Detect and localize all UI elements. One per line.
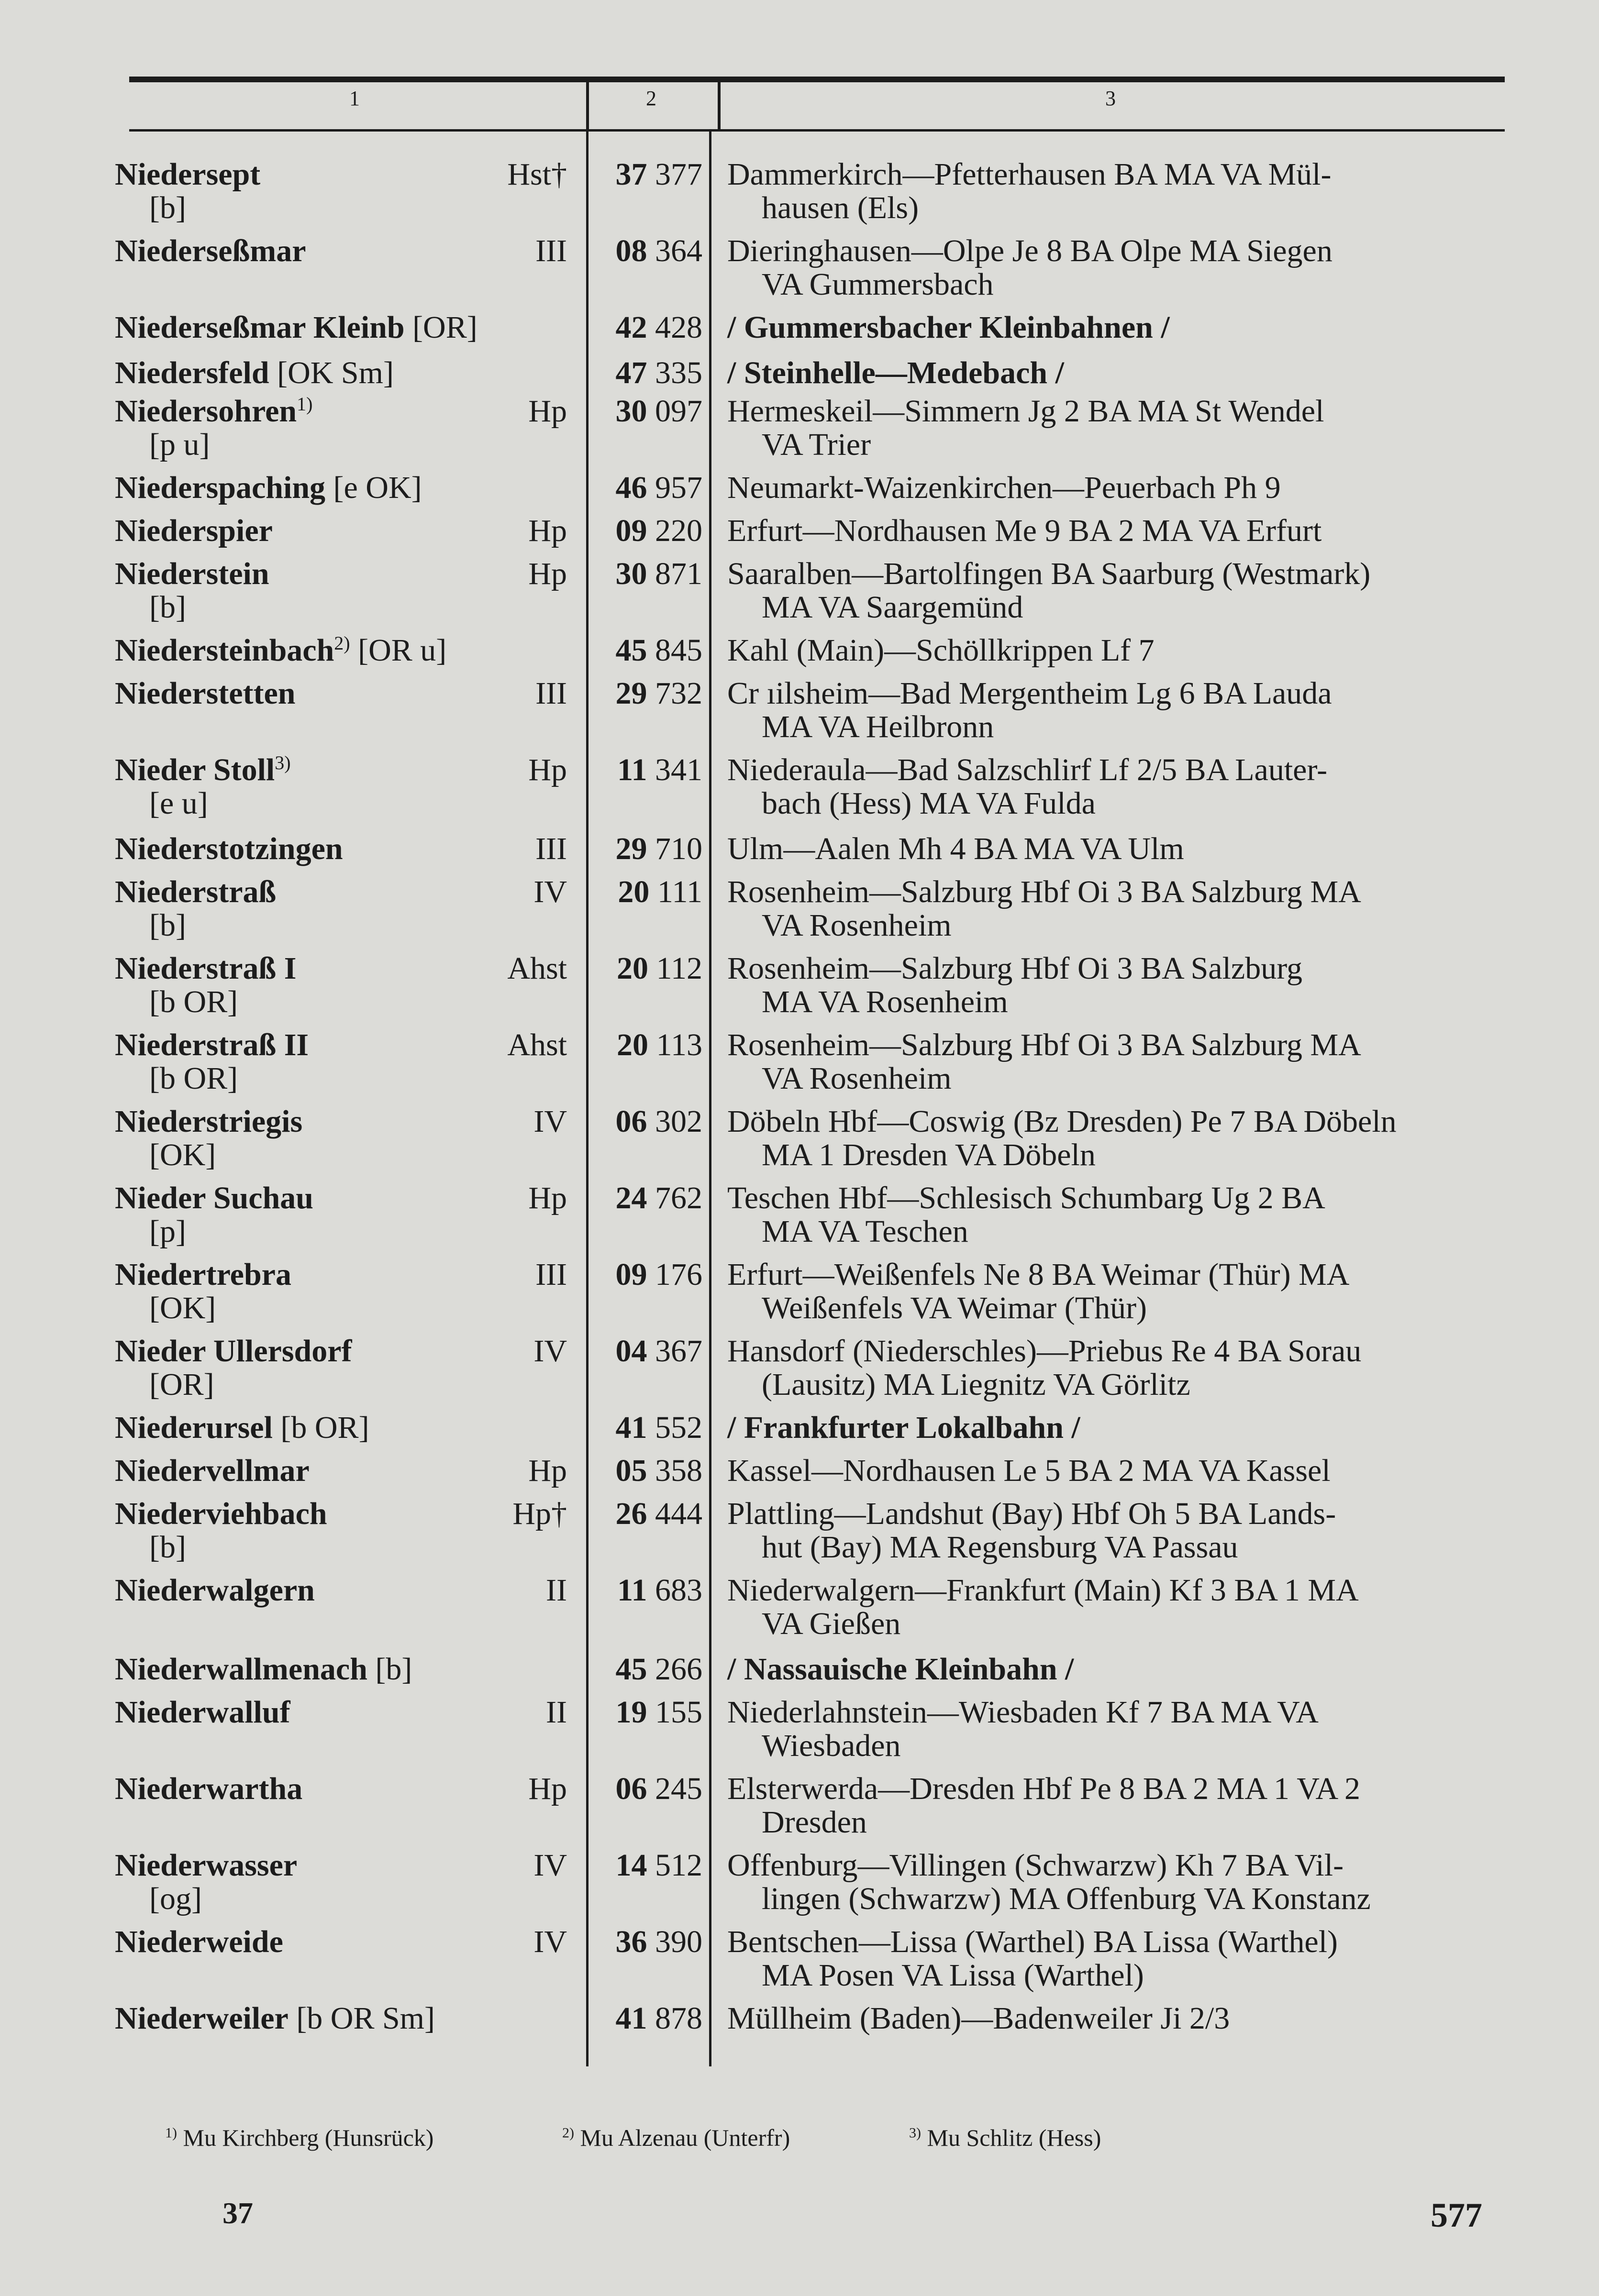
station-number bbox=[592, 1925, 702, 1959]
number-prefix: 24 bbox=[615, 1181, 647, 1215]
station-line bbox=[115, 311, 565, 344]
station-category: III bbox=[535, 676, 567, 711]
station-name: Niederwallmenach bbox=[115, 1652, 367, 1687]
number-suffix: 367 bbox=[655, 1334, 702, 1369]
number-prefix: 20 bbox=[616, 1027, 648, 1062]
route-line: Dieringhausen—Olpe Je 8 BA Olpe MA Siegen bbox=[727, 233, 1332, 268]
station-number bbox=[592, 1772, 702, 1806]
number-prefix: 41 bbox=[615, 2001, 647, 2036]
header-divider-2 bbox=[718, 82, 721, 129]
station-number bbox=[592, 952, 702, 985]
station-code: [b] bbox=[149, 1530, 186, 1565]
number-suffix: 341 bbox=[655, 752, 702, 787]
station-code: [b] bbox=[149, 590, 186, 625]
route-line-2: MA VA Rosenheim bbox=[762, 984, 1008, 1019]
number-prefix: 29 bbox=[615, 676, 647, 711]
station-cell bbox=[115, 1411, 565, 1445]
station-cell bbox=[115, 2002, 565, 2035]
route-line: Rosenheim—Salzburg Hbf Oi 3 BA Salzburg MA bbox=[727, 874, 1361, 909]
station-line bbox=[115, 634, 565, 667]
number-suffix: 155 bbox=[655, 1695, 702, 1730]
station-category: III bbox=[535, 831, 567, 866]
route-line-2: Dresden bbox=[762, 1805, 867, 1840]
route-line: Hermeskeil—Simmern Jg 2 BA MA St Wendel bbox=[727, 394, 1324, 429]
number-prefix: 45 bbox=[615, 1652, 647, 1687]
route-cell bbox=[727, 677, 1505, 744]
station-code: [p] bbox=[149, 1214, 186, 1249]
station-name: Niederspaching bbox=[115, 470, 326, 505]
route-cell bbox=[727, 1258, 1505, 1325]
station-code: [OK] bbox=[149, 1291, 216, 1325]
station-number bbox=[592, 1849, 702, 1882]
station-name: Niedersohren bbox=[115, 394, 297, 429]
route-cell bbox=[727, 311, 1505, 344]
route-line-2: hausen (Els) bbox=[762, 190, 919, 225]
route-cell bbox=[727, 1028, 1505, 1095]
number-suffix: 113 bbox=[656, 1027, 702, 1062]
station-cell bbox=[115, 471, 565, 505]
route-cell bbox=[727, 2002, 1505, 2035]
column-number-1: 1 bbox=[349, 87, 360, 110]
number-prefix: 20 bbox=[616, 951, 648, 986]
route-line: Rosenheim—Salzburg Hbf Oi 3 BA Salzburg bbox=[727, 951, 1302, 986]
route-cell bbox=[727, 1105, 1505, 1172]
route-cell bbox=[727, 234, 1505, 301]
header-bottom-rule bbox=[129, 129, 1505, 132]
station-name: Niederstraß II bbox=[115, 1027, 309, 1062]
route-cell bbox=[727, 158, 1505, 225]
station-line bbox=[115, 356, 565, 390]
station-number bbox=[592, 234, 702, 268]
station-number bbox=[592, 1105, 702, 1138]
route-cell bbox=[727, 753, 1505, 820]
station-category: Hp bbox=[528, 1453, 567, 1488]
route-cell bbox=[727, 471, 1505, 505]
station-category: Hp bbox=[528, 1771, 567, 1806]
station-name: Nieder Ullersdorf bbox=[115, 1334, 352, 1369]
station-category: IV bbox=[533, 1924, 567, 1959]
station-name: Niedersteinbach bbox=[115, 633, 334, 668]
number-suffix: 111 bbox=[657, 874, 702, 909]
footnote-3: $^{3)}$ Mu Schlitz (Hess) bbox=[909, 2124, 1101, 2151]
footnote-ref: 1) bbox=[297, 393, 313, 415]
station-code: [og] bbox=[149, 1881, 202, 1916]
route-cell bbox=[727, 1497, 1505, 1564]
station-number bbox=[592, 875, 702, 909]
station-name: Niederseßmar bbox=[115, 233, 306, 268]
station-code: [b] bbox=[375, 1652, 412, 1687]
station-code: [OR u] bbox=[358, 633, 447, 668]
number-prefix: 08 bbox=[615, 233, 647, 268]
station-name: Niederseßmar Kleinb bbox=[115, 310, 405, 345]
number-suffix: 245 bbox=[655, 1771, 702, 1806]
number-prefix: 05 bbox=[615, 1453, 647, 1488]
route-cell bbox=[727, 1181, 1505, 1248]
station-line bbox=[115, 2002, 565, 2035]
station-number bbox=[592, 514, 702, 548]
number-prefix: 09 bbox=[615, 513, 647, 548]
station-category: IV bbox=[533, 874, 567, 909]
route-line-2: (Lausitz) MA Liegnitz VA Görlitz bbox=[762, 1367, 1190, 1402]
route-cell bbox=[727, 1772, 1505, 1839]
route-line: Bentschen—Lissa (Warthel) BA Lissa (Warthel) bbox=[727, 1924, 1338, 1959]
station-cell bbox=[115, 1653, 565, 1686]
station-name: Niedersfeld bbox=[115, 355, 269, 390]
number-suffix: 878 bbox=[655, 2001, 702, 2036]
number-suffix: 358 bbox=[655, 1453, 702, 1488]
station-code: [e OK] bbox=[333, 470, 422, 505]
route-cell bbox=[727, 1335, 1505, 1402]
route-cell bbox=[727, 395, 1505, 462]
route-line-2: Wiesbaden bbox=[762, 1728, 901, 1763]
station-code: [p u] bbox=[149, 427, 210, 462]
station-line bbox=[115, 1411, 565, 1445]
station-category: III bbox=[535, 1257, 567, 1292]
route-line-2: MA 1 Dresden VA Döbeln bbox=[762, 1137, 1096, 1172]
station-name: Niederspier bbox=[115, 513, 273, 548]
number-suffix: 335 bbox=[655, 355, 702, 390]
route-line: Döbeln Hbf—Coswig (Bz Dresden) Pe 7 BA Döbeln bbox=[727, 1104, 1397, 1139]
number-suffix: 377 bbox=[655, 157, 702, 192]
station-name: Niederstotzingen bbox=[115, 831, 343, 866]
station-name: Niederstraß I bbox=[115, 951, 297, 986]
page-number-right: 577 bbox=[1431, 2196, 1482, 2234]
station-code: [e u] bbox=[149, 786, 208, 821]
route-line: Elsterwerda—Dresden Hbf Pe 8 BA 2 MA 1 VA 2 bbox=[727, 1771, 1360, 1806]
station-number bbox=[592, 356, 702, 390]
number-suffix: 552 bbox=[655, 1410, 702, 1445]
route-line: Erfurt—Weißenfels Ne 8 BA Weimar (Thür) MA bbox=[727, 1257, 1350, 1292]
station-line bbox=[115, 471, 565, 505]
number-suffix: 097 bbox=[655, 394, 702, 429]
number-prefix: 19 bbox=[615, 1695, 647, 1730]
footnote-ref: 3) bbox=[275, 752, 291, 773]
route-line-2: VA Trier bbox=[762, 427, 871, 462]
number-suffix: 428 bbox=[655, 310, 702, 345]
route-line-2: MA VA Saargemünd bbox=[762, 590, 1023, 625]
number-prefix: 14 bbox=[615, 1848, 647, 1883]
number-suffix: 176 bbox=[655, 1257, 702, 1292]
station-category: Hp bbox=[528, 752, 567, 787]
station-number bbox=[592, 395, 702, 428]
station-line bbox=[115, 1653, 565, 1686]
station-number bbox=[592, 1335, 702, 1368]
station-name: Nieder Suchau bbox=[115, 1181, 314, 1215]
station-name: Niederwasser bbox=[115, 1848, 298, 1883]
station-category: IV bbox=[533, 1848, 567, 1883]
station-number bbox=[592, 1411, 702, 1445]
number-prefix: 11 bbox=[617, 752, 647, 787]
number-prefix: 46 bbox=[615, 470, 647, 505]
station-name: Niederwartha bbox=[115, 1771, 303, 1806]
route-line: Ulm—Aalen Mh 4 BA MA VA Ulm bbox=[727, 831, 1184, 866]
station-category: II bbox=[546, 1695, 567, 1730]
route-line: Niederaula—Bad Salzschlirf Lf 2/5 BA Lauter- bbox=[727, 752, 1328, 787]
route-line: Erfurt—Nordhausen Me 9 BA 2 MA VA Erfurt bbox=[727, 513, 1322, 548]
station-cell bbox=[115, 311, 565, 344]
station-name: Niederwalgern bbox=[115, 1573, 315, 1608]
route-line: Plattling—Landshut (Bay) Hbf Oh 5 BA Lands- bbox=[727, 1496, 1336, 1531]
route-line-2: MA Posen VA Lissa (Warthel) bbox=[762, 1958, 1144, 1993]
station-number bbox=[592, 1497, 702, 1531]
route-cell bbox=[727, 356, 1505, 390]
station-number bbox=[592, 2002, 702, 2035]
number-prefix: 06 bbox=[615, 1771, 647, 1806]
route-cell bbox=[727, 1653, 1505, 1686]
station-code: [b OR] bbox=[280, 1410, 369, 1445]
station-name: Niederstriegis bbox=[115, 1104, 303, 1139]
number-suffix: 957 bbox=[655, 470, 702, 505]
number-prefix: 37 bbox=[615, 157, 647, 192]
route-cell bbox=[727, 875, 1505, 942]
station-number bbox=[592, 753, 702, 787]
route-line: Niederwalgern—Frankfurt (Main) Kf 3 BA 1 MA bbox=[727, 1573, 1359, 1608]
station-code: [b] bbox=[149, 908, 186, 943]
station-name: Nieder Stoll bbox=[115, 752, 275, 787]
number-prefix: 26 bbox=[615, 1496, 647, 1531]
route-line-2: bach (Hess) MA VA Fulda bbox=[762, 786, 1096, 821]
station-cell bbox=[115, 634, 565, 667]
route-cell bbox=[727, 1925, 1505, 1992]
route-cell bbox=[727, 634, 1505, 667]
station-category: Hst† bbox=[507, 157, 567, 192]
route-line: Kassel—Nordhausen Le 5 BA 2 MA VA Kassel bbox=[727, 1453, 1331, 1488]
station-category: Hp bbox=[528, 1181, 567, 1215]
number-suffix: 683 bbox=[655, 1573, 702, 1608]
station-number bbox=[592, 1258, 702, 1292]
station-code: [b OR] bbox=[149, 1061, 238, 1096]
station-code: [OR] bbox=[149, 1367, 214, 1402]
route-line-2: MA VA Teschen bbox=[762, 1214, 968, 1249]
station-name: Niederwalluf bbox=[115, 1695, 290, 1730]
station-name: Niederstein bbox=[115, 556, 269, 591]
route-line: Müllheim (Baden)—Badenweiler Ji 2/3 bbox=[727, 2001, 1230, 2036]
column-divider-2 bbox=[709, 132, 711, 2066]
number-suffix: 364 bbox=[655, 233, 702, 268]
station-code: [OK] bbox=[149, 1137, 216, 1172]
station-category: Ahst bbox=[507, 951, 567, 986]
route-line: Niederlahnstein—Wiesbaden Kf 7 BA MA VA bbox=[727, 1695, 1319, 1730]
number-suffix: 390 bbox=[655, 1924, 702, 1959]
route-line-2: VA Rosenheim bbox=[762, 908, 952, 943]
route-line: Rosenheim—Salzburg Hbf Oi 3 BA Salzburg MA bbox=[727, 1027, 1361, 1062]
number-suffix: 266 bbox=[655, 1652, 702, 1687]
number-suffix: 845 bbox=[655, 633, 702, 668]
number-prefix: 09 bbox=[615, 1257, 647, 1292]
number-prefix: 41 bbox=[615, 1410, 647, 1445]
station-cell bbox=[115, 356, 565, 390]
footnote-ref: 2) bbox=[334, 632, 350, 654]
station-number bbox=[592, 1574, 702, 1607]
station-category: III bbox=[535, 233, 567, 268]
station-category: Hp bbox=[528, 394, 567, 429]
station-category: Ahst bbox=[507, 1027, 567, 1062]
route-line-2: VA Rosenheim bbox=[762, 1061, 952, 1096]
route-line: Offenburg—Villingen (Schwarzw) Kh 7 BA Vil- bbox=[727, 1848, 1344, 1883]
number-suffix: 732 bbox=[655, 676, 702, 711]
station-name: Niedertrebra bbox=[115, 1257, 291, 1292]
station-name: Niederweide bbox=[115, 1924, 283, 1959]
route-cell bbox=[727, 1849, 1505, 1916]
station-category: Hp† bbox=[512, 1496, 567, 1531]
route-line: Saaralben—Bartolfingen BA Saarburg (Westmark) bbox=[727, 556, 1371, 591]
route-cell bbox=[727, 1411, 1505, 1445]
station-number bbox=[592, 158, 702, 191]
station-code: [OR] bbox=[412, 310, 477, 345]
station-name: Niederstetten bbox=[115, 676, 296, 711]
route-line-2: Weißenfels VA Weimar (Thür) bbox=[762, 1291, 1147, 1325]
route-cell bbox=[727, 952, 1505, 1019]
station-number bbox=[592, 1454, 702, 1488]
station-name: Niederursel bbox=[115, 1410, 273, 1445]
route-line: Hansdorf (Niederschles)—Priebus Re 4 BA Sorau bbox=[727, 1334, 1362, 1369]
number-prefix: 20 bbox=[618, 874, 650, 909]
number-suffix: 871 bbox=[655, 556, 702, 591]
number-prefix: 11 bbox=[617, 1573, 647, 1608]
number-suffix: 302 bbox=[655, 1104, 702, 1139]
footnote-2: $^{2)}$ Mu Alzenau (Unterfr) bbox=[562, 2124, 790, 2151]
route-line: Neumarkt-Waizenkirchen—Peuerbach Ph 9 bbox=[727, 470, 1281, 505]
number-prefix: 36 bbox=[615, 1924, 647, 1959]
page-number-left: 37 bbox=[222, 2196, 253, 2230]
station-number bbox=[592, 832, 702, 866]
station-category: IV bbox=[533, 1334, 567, 1369]
header-top-rule bbox=[129, 77, 1505, 82]
column-number-3: 3 bbox=[1105, 87, 1116, 110]
station-category: IV bbox=[533, 1104, 567, 1139]
number-prefix: 06 bbox=[615, 1104, 647, 1139]
station-number bbox=[592, 677, 702, 710]
number-suffix: 512 bbox=[655, 1848, 702, 1883]
number-suffix: 762 bbox=[655, 1181, 702, 1215]
station-code: [b OR Sm] bbox=[296, 2001, 435, 2036]
station-code: [b OR] bbox=[149, 984, 238, 1019]
number-suffix: 444 bbox=[655, 1496, 702, 1531]
station-code: [OK Sm] bbox=[277, 355, 394, 390]
station-number bbox=[592, 311, 702, 344]
station-name: Niederviehbach bbox=[115, 1496, 327, 1531]
column-divider-1 bbox=[586, 132, 589, 2066]
footnote-1: $^{1)}$ Mu Kirchberg (Hunsrück) bbox=[165, 2124, 434, 2151]
station-number bbox=[592, 1653, 702, 1686]
number-prefix: 30 bbox=[615, 556, 647, 591]
number-prefix: 42 bbox=[615, 310, 647, 345]
station-category: II bbox=[546, 1573, 567, 1608]
number-prefix: 47 bbox=[615, 355, 647, 390]
route-line: / Frankfurter Lokalbahn / bbox=[727, 1410, 1080, 1445]
station-name: Niedervellmar bbox=[115, 1453, 310, 1488]
route-cell bbox=[727, 1574, 1505, 1641]
station-number bbox=[592, 1028, 702, 1062]
number-prefix: 45 bbox=[615, 633, 647, 668]
route-line-2: hut (Bay) MA Regensburg VA Passau bbox=[762, 1530, 1238, 1565]
route-line: / Gummersbacher Kleinbahnen / bbox=[727, 310, 1170, 345]
station-name: Niederstraß bbox=[115, 874, 277, 909]
route-cell bbox=[727, 1454, 1505, 1488]
header-divider-1 bbox=[586, 82, 589, 129]
route-line-2: lingen (Schwarzw) MA Offenburg VA Konstanz bbox=[762, 1881, 1371, 1916]
route-cell bbox=[727, 557, 1505, 624]
number-suffix: 710 bbox=[655, 831, 702, 866]
route-cell bbox=[727, 514, 1505, 548]
route-cell bbox=[727, 832, 1505, 866]
number-prefix: 29 bbox=[615, 831, 647, 866]
station-code: [b] bbox=[149, 190, 186, 225]
route-line: / Nassauische Kleinbahn / bbox=[727, 1652, 1074, 1687]
station-name: Niedersept bbox=[115, 157, 261, 192]
route-line: Teschen Hbf—Schlesisch Schumbarg Ug 2 BA bbox=[727, 1181, 1325, 1215]
station-category: Hp bbox=[528, 556, 567, 591]
route-line: / Steinhelle—Medebach / bbox=[727, 355, 1064, 390]
number-suffix: 220 bbox=[655, 513, 702, 548]
route-line-2: MA VA Heilbronn bbox=[762, 709, 994, 744]
route-line-2: VA Gummersbach bbox=[762, 267, 994, 302]
number-prefix: 04 bbox=[615, 1334, 647, 1369]
station-name: Niederweiler bbox=[115, 2001, 289, 2036]
number-suffix: 112 bbox=[656, 951, 702, 986]
number-prefix: 30 bbox=[615, 394, 647, 429]
route-cell bbox=[727, 1696, 1505, 1763]
station-number bbox=[592, 471, 702, 505]
station-number bbox=[592, 557, 702, 591]
station-category: Hp bbox=[528, 513, 567, 548]
station-number bbox=[592, 634, 702, 667]
station-number bbox=[592, 1181, 702, 1215]
route-line: Dammerkirch—Pfetterhausen BA MA VA Mül- bbox=[727, 157, 1332, 192]
column-number-2: 2 bbox=[646, 87, 656, 110]
route-line: Cr ıilsheim—Bad Mergentheim Lg 6 BA Lauda bbox=[727, 676, 1332, 711]
route-line-2: VA Gießen bbox=[762, 1606, 901, 1641]
route-line: Kahl (Main)—Schöllkrippen Lf 7 bbox=[727, 633, 1155, 668]
station-number bbox=[592, 1696, 702, 1729]
